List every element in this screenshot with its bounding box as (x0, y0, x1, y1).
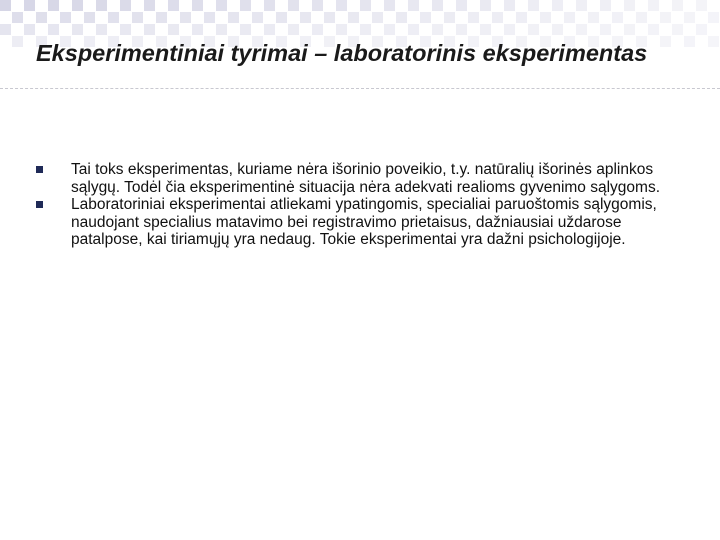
checker-square (12, 12, 23, 23)
checker-square (216, 0, 227, 11)
checker-square (576, 0, 587, 11)
checker-square (48, 24, 59, 35)
checker-square (96, 0, 107, 11)
checker-square (396, 12, 407, 23)
checker-square (192, 0, 203, 11)
checker-square (480, 24, 491, 35)
bullet-text: Laboratoriniai eksperimentai atliekami ypatingomis, specialiai paruoštomis sąlygomis, naudojant specialius matavimo bei registravimo prietaisus, dažniausiai uždarose patalpose, kai tiriamųjų yra nedaug. Tokie eksperimentai yra dažni psichologijoje. (71, 196, 657, 248)
checker-square (348, 12, 359, 23)
checker-square (444, 12, 455, 23)
checker-square (708, 12, 719, 23)
square-bullet-icon (36, 166, 43, 173)
checker-square (696, 24, 707, 35)
checker-square (600, 24, 611, 35)
checker-square (24, 24, 35, 35)
checker-square (312, 24, 323, 35)
checker-square (276, 12, 287, 23)
checker-square (96, 24, 107, 35)
checker-square (480, 0, 491, 11)
checker-square (648, 0, 659, 11)
square-bullet-icon (36, 201, 43, 208)
checker-square (0, 24, 11, 35)
checker-square (156, 12, 167, 23)
checker-square (288, 24, 299, 35)
checker-square (324, 12, 335, 23)
checker-square (432, 0, 443, 11)
checker-square (612, 12, 623, 23)
checker-square (24, 0, 35, 11)
checker-square (456, 24, 467, 35)
checker-square (576, 24, 587, 35)
checker-square (672, 24, 683, 35)
checker-square (48, 0, 59, 11)
checker-square (168, 0, 179, 11)
checker-square (504, 0, 515, 11)
checker-square (120, 0, 131, 11)
checker-square (684, 12, 695, 23)
checker-square (564, 12, 575, 23)
slide-title: Eksperimentiniai tyrimai – laboratorinis eksperimentas (36, 40, 648, 66)
checker-square (60, 12, 71, 23)
checker-square (708, 36, 719, 47)
checker-square (240, 24, 251, 35)
checker-square (516, 12, 527, 23)
checker-square (144, 24, 155, 35)
checker-square (120, 24, 131, 35)
checker-square (552, 0, 563, 11)
checker-square (228, 12, 239, 23)
bullet-item (36, 196, 676, 249)
checker-square (132, 12, 143, 23)
title-divider (0, 88, 720, 89)
checker-square (384, 24, 395, 35)
checker-square (528, 24, 539, 35)
checker-square (108, 12, 119, 23)
checker-square (84, 12, 95, 23)
checker-square (360, 0, 371, 11)
checker-square (648, 24, 659, 35)
checker-square (204, 12, 215, 23)
checker-square (180, 12, 191, 23)
checker-square (168, 24, 179, 35)
checker-square (468, 12, 479, 23)
checker-square (504, 24, 515, 35)
checker-square (264, 0, 275, 11)
checker-square (72, 0, 83, 11)
checker-square (696, 0, 707, 11)
checker-square (600, 0, 611, 11)
checker-square (432, 24, 443, 35)
checker-square (336, 24, 347, 35)
checker-square (492, 12, 503, 23)
bullet-list (36, 161, 676, 249)
checker-square (588, 12, 599, 23)
checker-square (300, 12, 311, 23)
checker-square (528, 0, 539, 11)
checker-square (372, 12, 383, 23)
checker-square (192, 24, 203, 35)
checker-square (384, 0, 395, 11)
checker-square (36, 12, 47, 23)
checker-square (408, 24, 419, 35)
checker-square (360, 24, 371, 35)
checker-square (312, 0, 323, 11)
bullet-item (36, 161, 676, 196)
checker-square (72, 24, 83, 35)
checker-square (660, 12, 671, 23)
checker-square (540, 12, 551, 23)
checker-square (552, 24, 563, 35)
checker-square (12, 36, 23, 47)
checker-square (252, 12, 263, 23)
checker-square (624, 24, 635, 35)
checker-square (636, 12, 647, 23)
checker-square (624, 0, 635, 11)
checker-square (264, 24, 275, 35)
checker-square (420, 12, 431, 23)
checker-square (336, 0, 347, 11)
checker-square (240, 0, 251, 11)
checker-square (456, 0, 467, 11)
checker-square (144, 0, 155, 11)
bullet-text: Tai toks eksperimentas, kuriame nėra išorinio poveikio, t.y. natūralių išorinės aplinkos sąlygų. Todėl čia eksperimentinė situacija nėra adekvati realioms gyvenimo sąlygoms. (71, 161, 660, 196)
checker-square (216, 24, 227, 35)
checker-square (288, 0, 299, 11)
checker-square (0, 0, 11, 11)
checker-square (672, 0, 683, 11)
checker-square (408, 0, 419, 11)
